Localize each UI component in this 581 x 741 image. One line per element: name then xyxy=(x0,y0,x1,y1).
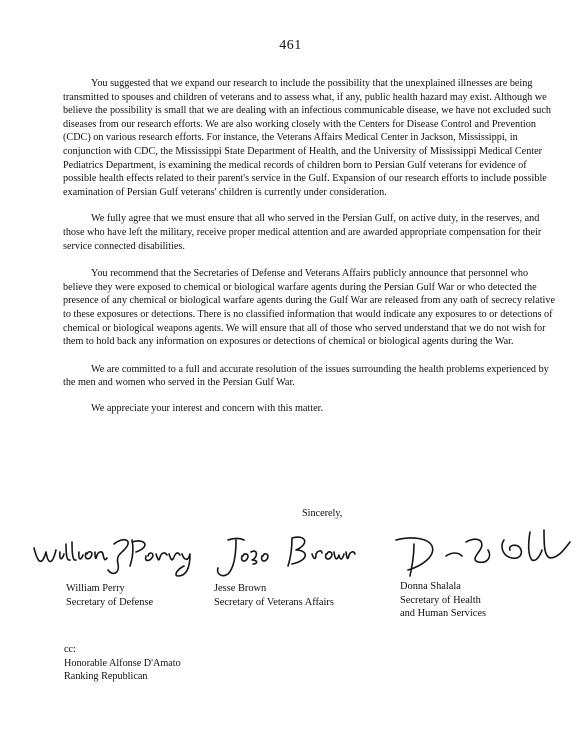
cc-label: cc: xyxy=(64,644,76,655)
signatory-name: Jesse Brown xyxy=(214,583,267,594)
cc-recipient-name: Honorable Alfonse D'Amato xyxy=(64,657,181,669)
letter-body xyxy=(63,77,555,429)
signatory-title: Secretary of Veterans Affairs xyxy=(214,596,334,608)
signatory-donna-shalala xyxy=(400,580,486,621)
signatory-title-continued: and Human Services xyxy=(400,608,486,619)
signatory-name: Donna Shalala xyxy=(400,581,461,592)
closing-salutation: Sincerely, xyxy=(302,508,343,519)
paragraph-medical-attention: We fully agree that we must ensure that all who served in the Persian Gulf, on active duty, in the reserves, and those who have left the military, receive proper medical attention and are awarded appropriate compensation for their service connected disabilities. xyxy=(63,213,542,252)
paragraph-commitment: We are committed to a full and accurate resolution of the issues surrounding the health problems experienced by the men and women who served in the Persian Gulf War. xyxy=(63,363,549,389)
cc-block xyxy=(64,643,181,684)
signatory-jesse-brown xyxy=(214,582,334,609)
signature-william-perry xyxy=(28,530,206,580)
page-number: 461 xyxy=(279,38,302,53)
paragraph-oath-of-secrecy: You recommend that the Secretaries of Defense and Veterans Affairs publicly announce that personnel who believe they were exposed to chemical or biological warfare agents during the Persian Gulf War or who detected the presence of any chemical or biological warfare agents during the Gulf War are released from any oath of secrecy relative to these exposures or detections. There is no classified information that would indicate any exposures to or detections of chemical or biological weapons agents. We will ensure that all of those who served understand that we do not wish for them to hold back any information on exposures or detections of chemical or biological agents during the War. xyxy=(63,268,556,348)
signature-jesse-brown xyxy=(206,530,356,582)
signatory-name: William Perry xyxy=(66,583,125,594)
cc-recipient-title: Ranking Republican xyxy=(64,671,148,682)
signatory-william-perry xyxy=(66,582,153,609)
signature-donna-shalala xyxy=(392,526,574,582)
paragraph-research-expansion: You suggested that we expand our research to include the possibility that the unexplained illnesses are being transmitted to spouses and children of veterans and to assess what, if any, public health hazard may exist. Although we believe the possibility is small that we are dealing with an infectious communicable disease, we have not excluded such diseases from our research efforts. We are also working closely with the Centers for Disease Control and Prevention (CDC) on various research efforts. For instance, the Veterans Affairs Medical Center in Jackson, Mississippi, in conjunction with CDC, the Mississippi State Department of Health, and the University of Mississippi Medical Center Pediatrics Department, is examining the medical records of children born to Persian Gulf veterans for evidence of possible health effects related to their parent's service in the Gulf. Expansion of our research efforts to include possible examination of Persian Gulf veterans' children is currently under consideration. xyxy=(63,78,552,198)
signatory-title: Secretary of Health xyxy=(400,594,481,606)
paragraph-appreciation: We appreciate your interest and concern with this matter. xyxy=(91,402,323,414)
signatory-title: Secretary of Defense xyxy=(66,596,154,608)
